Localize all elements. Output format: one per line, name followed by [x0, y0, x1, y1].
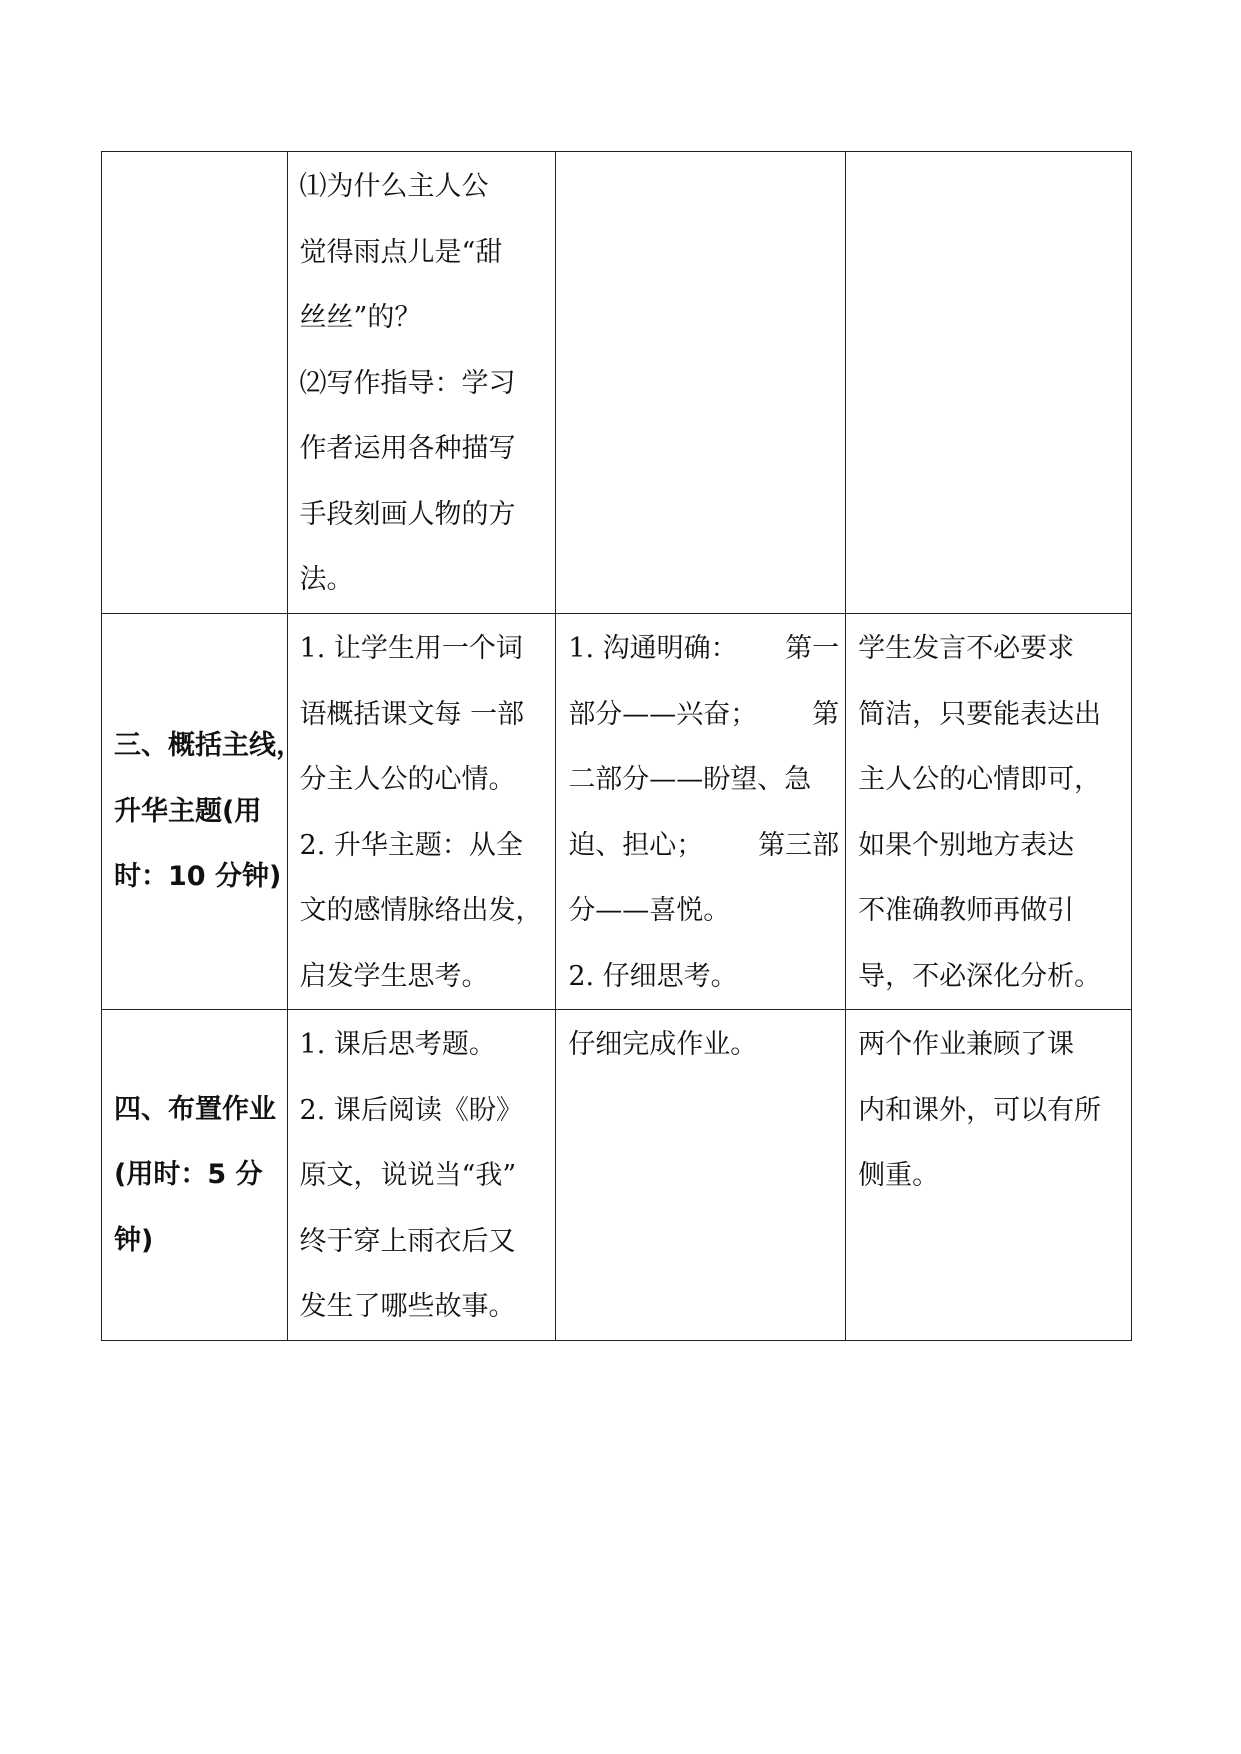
- text-line: 分主人公的心情。: [299, 764, 516, 795]
- stage-cell: [102, 614, 303, 1010]
- text-line: 手段刻画人物的方: [299, 498, 516, 530]
- student-activity-cell: [556, 614, 846, 1010]
- text-line: 语概括课文每 一部: [299, 698, 525, 730]
- teacher-activity-cell: [287, 614, 556, 1010]
- stage-cell: [102, 1010, 288, 1341]
- table-row: [102, 614, 1132, 1010]
- text-line: 2. 升华主题：从全: [299, 829, 523, 861]
- text-line: 两个作业兼顾了课: [858, 1029, 1075, 1060]
- text-line: 二部分——盼望、急: [568, 764, 812, 795]
- text-line: 2. 课后阅读《盼》: [299, 1094, 523, 1126]
- text-line: ⑴为什么主人公: [299, 171, 489, 202]
- stage-title-line: 钟): [114, 1224, 154, 1256]
- student-activity-cell: [556, 152, 846, 614]
- design-notes-cell: [846, 152, 1132, 614]
- text-line: 主人公的心情即可，: [858, 764, 1102, 795]
- text-line: 2. 仔细思考。: [568, 960, 738, 992]
- text-line: 作者运用各种描写: [299, 433, 516, 464]
- text-line: 侧重。: [858, 1160, 940, 1191]
- stage-title-line: 时：10 分钟): [114, 861, 282, 893]
- stage-title-line: 升华主题(用: [114, 795, 262, 827]
- stage-title-line: 四、布置作业: [114, 1093, 276, 1125]
- student-activity-cell: [556, 1010, 846, 1341]
- text-line: 法。: [299, 564, 354, 595]
- text-line: 部分——兴奋； 第: [568, 698, 840, 730]
- teacher-activity-cell: [287, 1010, 556, 1341]
- text-line: 不准确教师再做引: [858, 895, 1075, 926]
- text-line: 如果个别地方表达: [858, 829, 1075, 861]
- text-line: 启发学生思考。: [299, 960, 489, 992]
- design-notes-cell: [846, 1010, 1132, 1341]
- text-line: 终于穿上雨衣后又: [299, 1225, 516, 1257]
- text-line: 仔细完成作业。: [568, 1029, 758, 1060]
- text-line: 分——喜悦。: [568, 895, 731, 926]
- text-line: 简洁，只要能表达出: [858, 698, 1102, 730]
- text-line: 内和课外，可以有所: [858, 1094, 1102, 1126]
- stage-title-line: (用时：5 分: [114, 1159, 263, 1190]
- text-line: 1. 沟通明确： 第一: [568, 633, 840, 664]
- text-line: 1. 让学生用一个词: [299, 633, 523, 664]
- design-notes-cell: [846, 614, 1132, 1010]
- table-row: [102, 152, 1132, 614]
- text-line: 发生了哪些故事。: [299, 1291, 516, 1322]
- text-line: ⑵写作指导：学习: [299, 367, 516, 399]
- text-line: 原文，说说当“我”: [299, 1160, 517, 1191]
- text-line: 1. 课后思考题。: [299, 1029, 496, 1060]
- stage-title-line: 三、概括主线，: [114, 730, 303, 762]
- teacher-activity-cell: [287, 152, 556, 614]
- table-row: [102, 1010, 1132, 1341]
- lesson-plan-table: [101, 151, 1132, 1341]
- stage-cell: [102, 152, 288, 614]
- text-line: 觉得雨点儿是“甜: [299, 236, 503, 268]
- text-line: 学生发言不必要求: [858, 633, 1075, 664]
- text-line: 导，不必深化分析。: [858, 960, 1102, 992]
- text-line: 丝丝”的？: [299, 302, 422, 333]
- text-line: 文的感情脉络出发，: [299, 895, 543, 926]
- text-line: 迫、担心； 第三部: [568, 829, 840, 861]
